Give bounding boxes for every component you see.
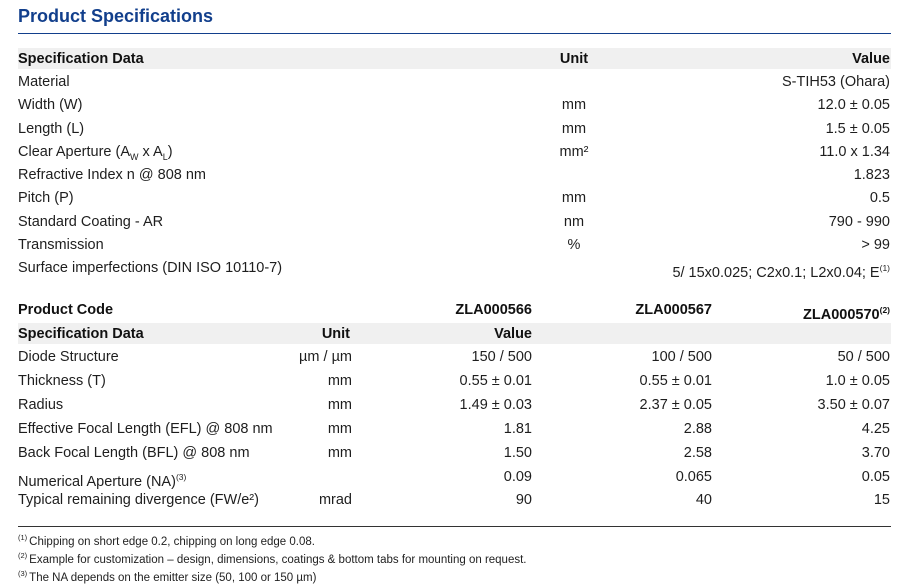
spec-row-label: Transmission	[18, 237, 104, 253]
spec-row-label: Refractive Index n @ 808 nm	[18, 167, 207, 183]
spec-row-unit: mm²	[559, 144, 589, 160]
product-row-value: 1.0 ± 0.05	[825, 373, 890, 389]
spec-header-value: Value	[852, 51, 890, 67]
value-text: S-TIH53 (Ohara)	[782, 74, 890, 90]
footnote-text: Example for customization – design, dimensions, coatings & bottom tabs for mounting on request.	[29, 553, 527, 566]
label-text: Radius	[18, 397, 64, 413]
value-text: 5/ 15x0.025; C2x0.1; L2x0.04; E	[672, 264, 880, 281]
product-row-value: 4.25	[861, 421, 890, 437]
product-row-unit: mrad	[318, 492, 352, 508]
label-text: Effective Focal Length (EFL) @ 808 nm	[18, 421, 273, 437]
label-text: Diode Structure	[18, 349, 119, 365]
spec-row-label: Length (L)	[18, 121, 85, 137]
value-text: 12.0 ± 0.05	[817, 97, 890, 113]
footnote	[18, 531, 315, 549]
value-text: 11.0 x 1.34	[819, 144, 890, 160]
label-text: Thickness (T)	[18, 373, 106, 389]
product-row-label	[18, 443, 250, 463]
product-row-value: 0.55 ± 0.01	[459, 373, 532, 389]
product-row-value: 0.09	[503, 469, 532, 485]
label-text: x A	[138, 144, 163, 160]
product-row-unit: mm	[327, 421, 352, 437]
product-row-value: 0.55 ± 0.01	[639, 373, 712, 389]
spec-row-value	[540, 258, 890, 283]
product-code-3: ZLA000570$^{(2)}$	[803, 305, 890, 323]
footnote-mark: (2)	[18, 551, 28, 560]
product-header-unit: Unit	[321, 326, 350, 342]
product-row-unit: mm	[327, 445, 352, 461]
product-row-value: 50 / 500	[837, 349, 890, 365]
product-code-1: ZLA000566	[455, 302, 532, 318]
label-text: Clear Aperture (A	[18, 144, 131, 160]
value-text: 790 - 990	[828, 214, 890, 230]
label-text: Numerical Aperture (NA)	[18, 473, 176, 490]
spec-row-unit: nm	[563, 214, 585, 230]
product-row-value: 2.88	[683, 421, 712, 437]
value-text: 0.5	[869, 190, 890, 206]
product-row-label	[18, 371, 106, 391]
spec-row-label: Standard Coating - AR	[18, 214, 164, 230]
spec-header-unit: Unit	[559, 51, 589, 67]
spec-row-value	[540, 119, 890, 139]
spec-row-unit: mm	[561, 97, 587, 113]
footnote-text: Chipping on short edge 0.2, chipping on long edge 0.08.	[29, 535, 315, 548]
spec-row-label: Surface imperfections (DIN ISO 10110-7)	[18, 260, 283, 276]
footnote	[18, 567, 316, 585]
product-row-value: 3.50 ± 0.07	[817, 397, 890, 413]
footnote-mark: (1)	[18, 533, 28, 542]
product-row-value: 2.58	[683, 445, 712, 461]
spec-row-label: Material	[18, 74, 70, 90]
product-row-unit: mm	[327, 373, 352, 389]
footnote-ref: (3)	[175, 472, 187, 482]
spec-header-label: Specification Data	[18, 51, 144, 67]
spec-row-value	[540, 72, 890, 92]
product-row-label	[18, 395, 63, 415]
spec-row-value	[540, 212, 890, 232]
spec-row-value	[540, 95, 890, 115]
footnote-mark: (3)	[18, 569, 28, 578]
product-row-unit: mm	[327, 397, 352, 413]
product-header-value: Value	[494, 326, 532, 342]
product-row-label	[18, 347, 119, 367]
label-subscript: W	[130, 151, 139, 162]
product-row-value: 40	[695, 492, 712, 508]
footnote-text: The NA depends on the emitter size (50, 100 or 150 µm)	[29, 571, 317, 584]
product-row-value: 1.50	[503, 445, 532, 461]
product-header-label: Specification Data	[18, 326, 144, 342]
product-row-value: 3.70	[861, 445, 890, 461]
label-subscript: L	[162, 151, 168, 162]
product-row-label	[18, 467, 186, 492]
product-row-value: 100 / 500	[651, 349, 712, 365]
product-row-label	[18, 419, 273, 439]
spec-row-value	[540, 142, 890, 162]
spec-row-unit: mm	[561, 121, 587, 137]
footnote-divider	[18, 526, 891, 527]
spec-row-value	[540, 188, 890, 208]
spec-row-value	[540, 235, 890, 255]
product-row-value: 0.05	[861, 469, 890, 485]
product-row-value: 1.49 ± 0.03	[459, 397, 532, 413]
spec-row-unit: mm	[561, 190, 587, 206]
title-divider	[18, 33, 891, 34]
product-row-value: 90	[515, 492, 532, 508]
value-text: > 99	[861, 237, 890, 253]
product-row-unit: µm / µm	[299, 349, 352, 365]
footnote-ref: (1)	[879, 263, 890, 273]
spec-row-label	[18, 142, 173, 167]
spec-row-label: Pitch (P)	[18, 190, 74, 206]
label-text: Back Focal Length (BFL) @ 808 nm	[18, 445, 250, 461]
product-row-value: 15	[873, 492, 890, 508]
spec-row-value	[540, 165, 890, 185]
product-row-value: 0.065	[675, 469, 712, 485]
label-text: )	[167, 144, 173, 160]
spec-row-unit: %	[567, 237, 581, 253]
product-row-label	[18, 490, 259, 510]
value-text: 1.5 ± 0.05	[825, 121, 890, 137]
spec-row-label: Width (W)	[18, 97, 83, 113]
label-text: Typical remaining divergence (FW/e²)	[18, 492, 259, 508]
page-title: Product Specifications	[18, 6, 214, 26]
product-code-label: Product Code	[18, 302, 114, 318]
product-row-value: 150 / 500	[471, 349, 532, 365]
product-row-value: 2.37 ± 0.05	[639, 397, 712, 413]
footnote	[18, 549, 527, 567]
value-text: 1.823	[853, 167, 890, 183]
product-code-2: ZLA000567	[635, 302, 712, 318]
product-row-value: 1.81	[503, 421, 532, 437]
